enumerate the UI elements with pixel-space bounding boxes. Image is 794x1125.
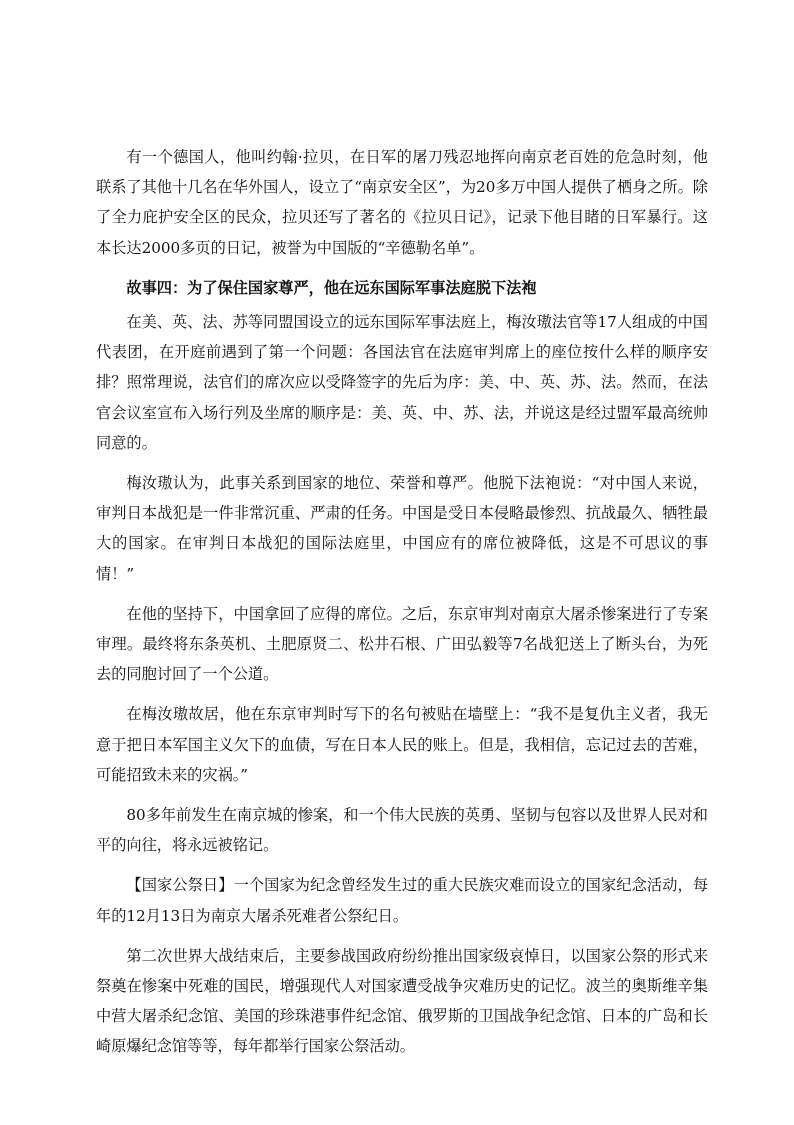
- term-definition-text: 一个国家为纪念曾经发生过的重大民族灾难而设立的国家纪念活动，每年的12月13日为南京大屠杀死难者公祭纪日。: [96, 876, 709, 925]
- paragraph-memorial-day-definition: [96, 870, 708, 930]
- paragraph-mei-ruao-speech: 梅汝璈认为，此事关系到国家的地位、荣誉和尊严。他脱下法袍说：“对中国人来说，审判日本战犯是一件非常沉重、严肃的任务。中国是受日本侵略最惨烈、抗战最久、牺牲最大的国家。在审判日本战犯的国际法庭里，中国应有的席位被降低，这是不可思议的事情！”: [96, 474, 708, 583]
- paragraph-mei-ruao-quote: 在梅汝璈故居，他在东京审判时写下的名句被贴在墙壁上：“我不是复仇主义者，我无意于把日本军国主义欠下的血债，写在日本人民的账上。但是，我相信，忘记过去的苦难，可能招致未来的灾祸。”: [96, 705, 708, 784]
- paragraph-remembrance: 80多年前发生在南京城的惨案，和一个伟大民族的英勇、坚韧与包容以及世界人民对和平的向往，将永远被铭记。: [96, 806, 708, 855]
- paragraph-world-memorials: 第二次世界大战结束后，主要参战国政府纷纷推出国家级哀悼日，以国家公祭的形式来祭奠在惨案中死难的国民，增强现代人对国家遭受战争灾难历史的记忆。波兰的奥斯维辛集中营大屠杀纪念馆、美国的珍珠港事件纪念馆、俄罗斯的卫国战争纪念馆、日本的广岛和长崎原爆纪念馆等等，每年都举行国家公祭活动。: [96, 946, 708, 1056]
- section-heading-story-four: 故事四：为了保住国家尊严，他在远东国际军事法庭脱下法袍: [126, 278, 537, 297]
- document-body: [96, 142, 708, 1072]
- term-label-memorial-day: 【国家公祭日】: [126, 876, 234, 895]
- paragraph-rabe: 有一个德国人，他叫约翰·拉贝，在日军的屠刀残忍地挥向南京老百姓的危急时刻，他联系了其他十几名在华外国人，设立了“南京安全区”，为20多万中国人提供了栖身之所。除了全力庇护安全区的民众，拉贝还写了著名的《拉贝日记》，记录下他目睹的日军暴行。这本长达2000多页的日记，被誉为中国版的“辛德勒名单”。: [96, 148, 708, 257]
- paragraph-tokyo-trial: 在他的坚持下，中国拿回了应得的席位。之后，东京审判对南京大屠杀惨案进行了专案审理。最终将东条英机、土肥原贤二、松井石根、广田弘毅等7名战犯送上了断头台，为死去的同胞讨回了一个公道。: [96, 604, 708, 684]
- paragraph-tribunal-seating: 在美、英、法、苏等同盟国设立的远东国际军事法庭上，梅汝璈法官等17人组成的中国代表团，在开庭前遇到了第一个问题：各国法官在法庭审判席上的座位按什么样的顺序安排？照常理说，法官们的席次应以受降签字的先后为序：美、中、英、苏、法。然而，在法官会议室宣布入场行列及坐席的顺序是：美、英、中、苏、法，并说这是经过盟军最高统帅同意的。: [96, 313, 708, 452]
